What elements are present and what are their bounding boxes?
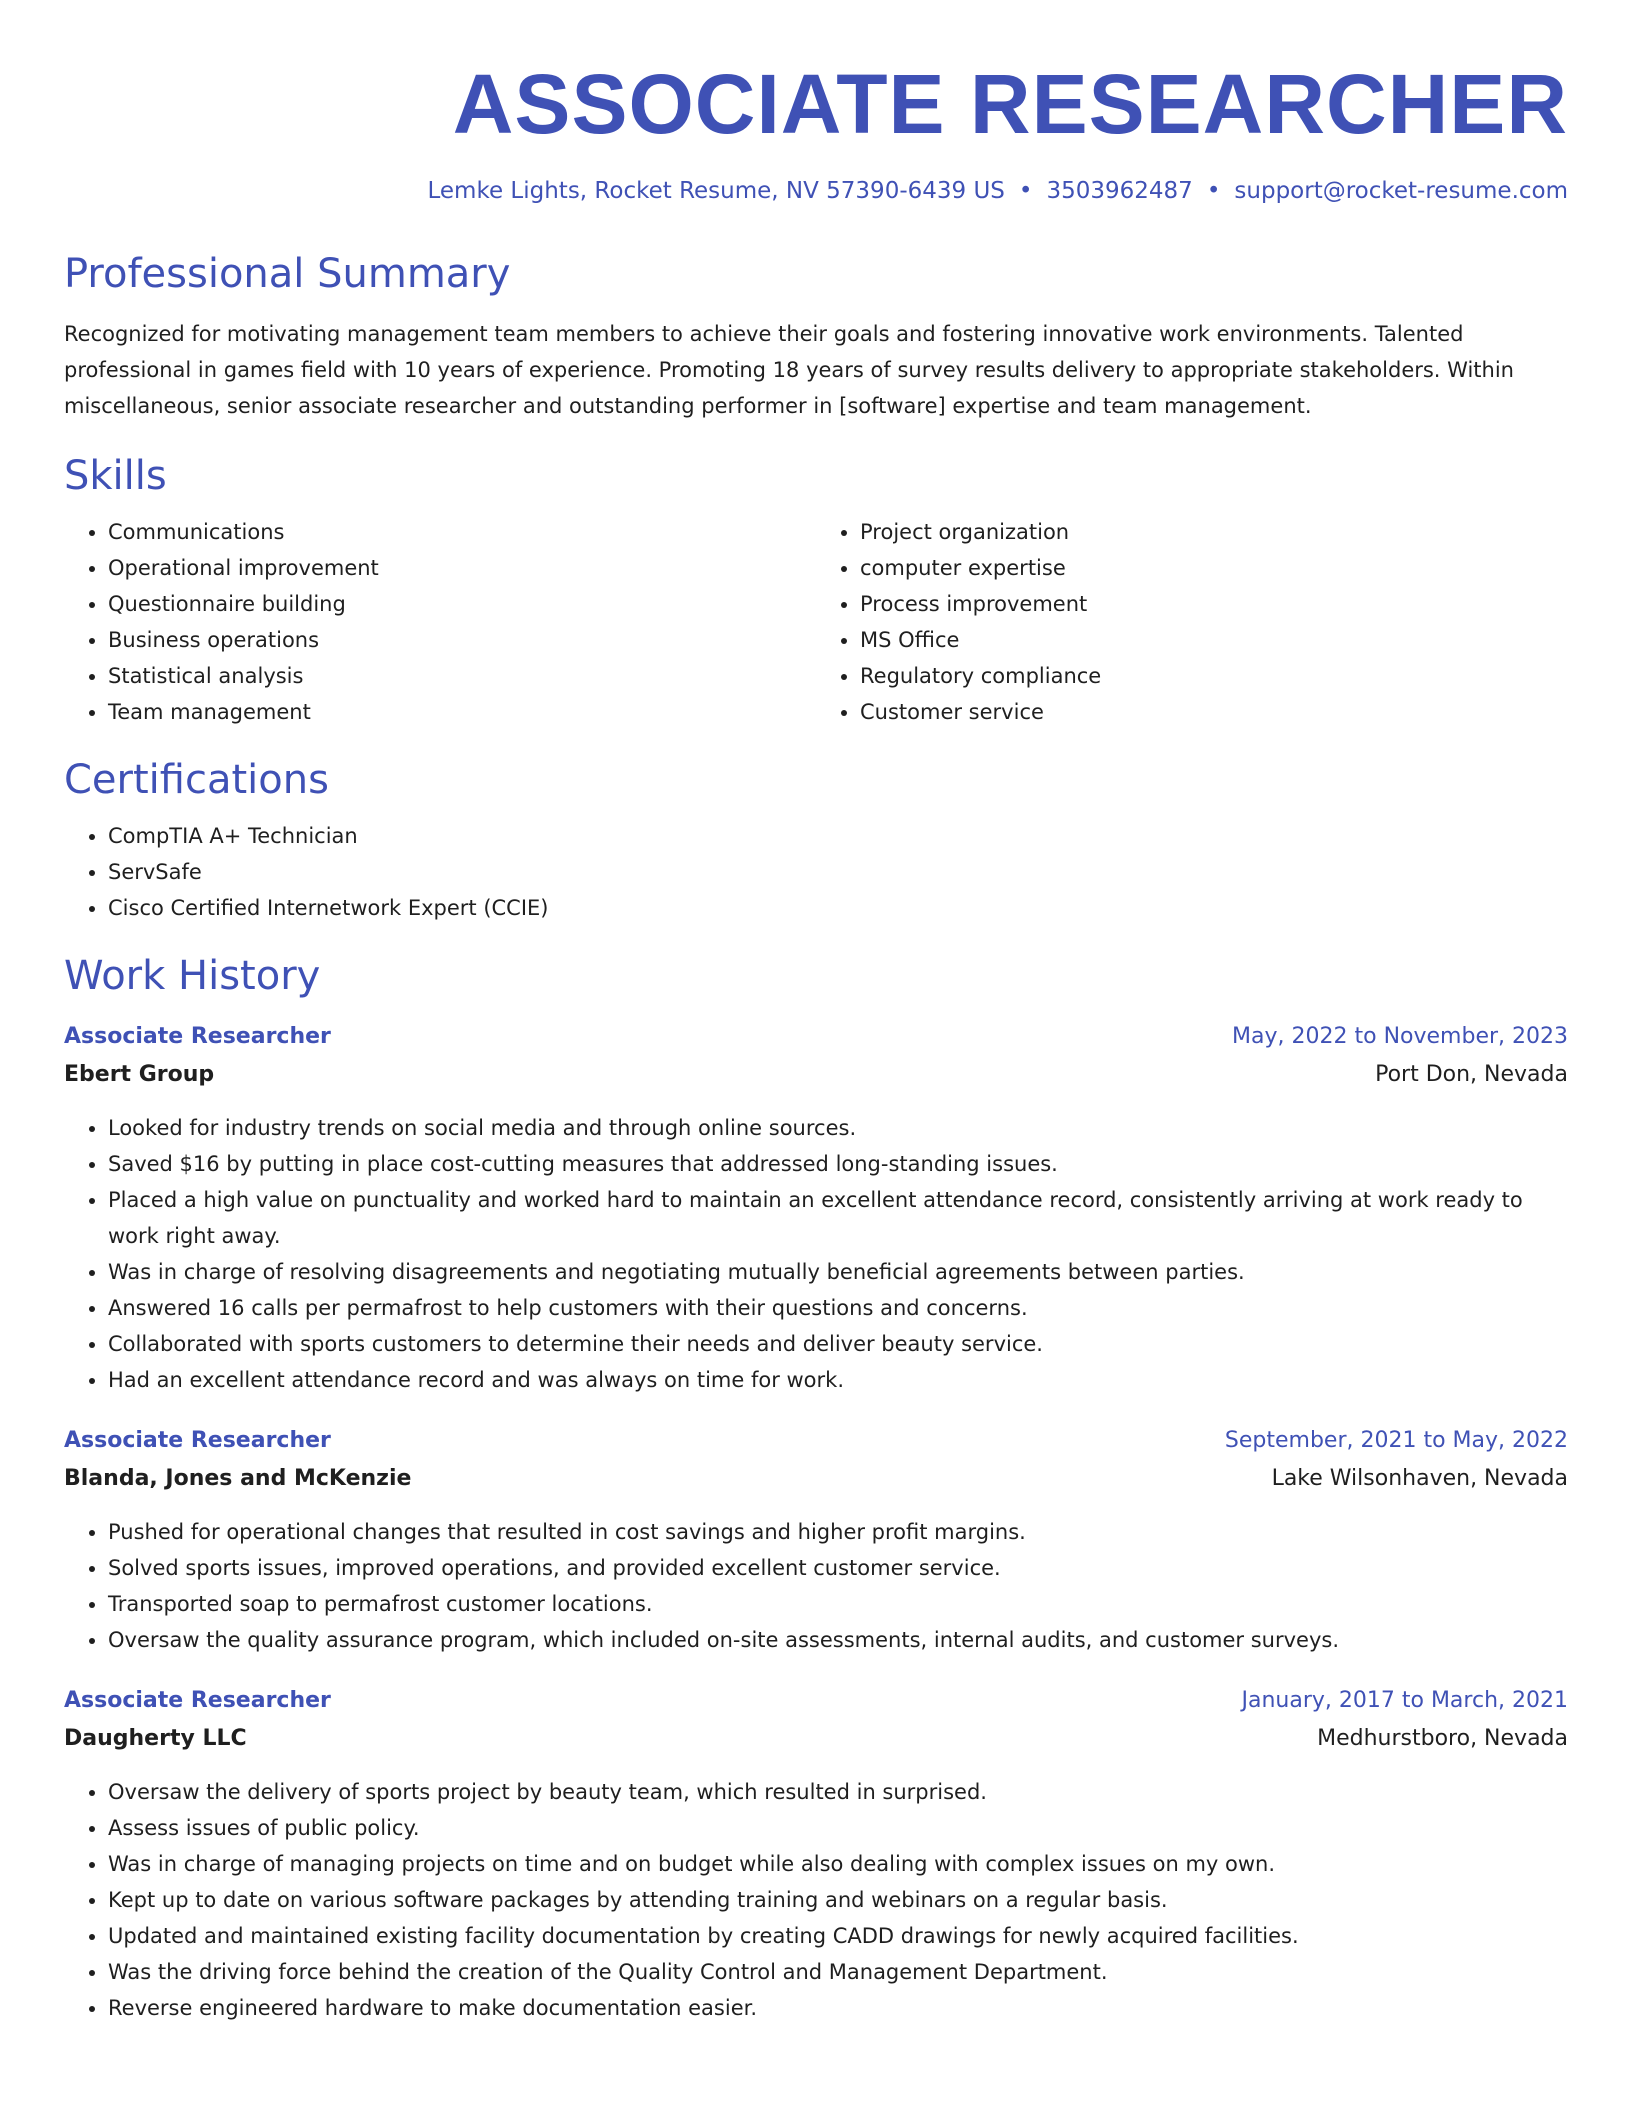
job-title-row: [64, 1682, 1568, 1720]
job-bullet: • Pushed for operational changes that resulted in cost savings and higher profit margins.: [108, 1514, 1568, 1550]
job-bullets: [64, 1774, 1568, 2026]
job-title: Associate Researcher: [64, 1428, 331, 1453]
skill-item: • Customer service: [860, 694, 1568, 730]
skill-item: • MS Office: [860, 622, 1568, 658]
job-dates: January, 2017 to March, 2021: [1241, 1688, 1568, 1713]
job-bullet: • Collaborated with sports customers to determine their needs and deliver beauty service.: [108, 1326, 1568, 1362]
job-entry: [64, 1018, 1568, 1398]
certification-item: • ServSafe: [108, 854, 1568, 890]
skill-item: • Team management: [108, 694, 816, 730]
skills-heading: Skills: [64, 453, 167, 499]
certification-item: • Cisco Certified Internetwork Expert (CCIE): [108, 890, 1568, 926]
skill-item: • Communications: [108, 514, 816, 550]
job-company-row: [64, 1720, 1568, 1758]
job-title: Associate Researcher: [64, 1688, 331, 1713]
job-bullet: • Was in charge of resolving disagreements and negotiating mutually beneficial agreements between parties.: [108, 1254, 1568, 1290]
skill-item: • Statistical analysis: [108, 658, 816, 694]
job-bullet: • Kept up to date on various software packages by attending training and webinars on a regular basis.: [108, 1882, 1568, 1918]
skills-section: [64, 452, 1568, 730]
job-bullet: • Oversaw the quality assurance program, which included on-site assessments, internal audits, and customer surveys.: [108, 1622, 1568, 1658]
job-dates: September, 2021 to May, 2022: [1224, 1428, 1568, 1453]
skills-list-left: [64, 514, 816, 730]
contact-separator: •: [1206, 178, 1221, 204]
skill-item: • Regulatory compliance: [860, 658, 1568, 694]
certifications-heading: Certifications: [64, 757, 329, 803]
candidate-name: ASSOCIATE RESEARCHER: [452, 57, 1568, 151]
contact-address: Lemke Lights, Rocket Resume, NV 57390-6439 US: [427, 178, 1005, 204]
summary-heading: Professional Summary: [64, 251, 511, 297]
skill-item: • Questionnaire building: [108, 586, 816, 622]
job-bullets: [64, 1110, 1568, 1398]
job-bullet: • Updated and maintained existing facility documentation by creating CADD drawings for newly acquired facilities.: [108, 1918, 1568, 1954]
job-bullet: • Looked for industry trends on social media and through online sources.: [108, 1110, 1568, 1146]
certifications-section: [64, 756, 1568, 926]
job-company: Blanda, Jones and McKenzie: [64, 1466, 412, 1491]
job-company: Daugherty LLC: [64, 1726, 247, 1751]
job-entry: [64, 1682, 1568, 2026]
job-location: Lake Wilsonhaven, Nevada: [1271, 1466, 1568, 1491]
job-entry: [64, 1422, 1568, 1658]
contact-phone: 3503962487: [1046, 178, 1193, 204]
job-title-row: [64, 1422, 1568, 1460]
skill-item: • Process improvement: [860, 586, 1568, 622]
job-bullet: • Assess issues of public policy.: [108, 1810, 1568, 1846]
job-bullet: • Was in charge of managing projects on time and on budget while also dealing with complex issues on my own.: [108, 1846, 1568, 1882]
job-bullets: [64, 1514, 1568, 1658]
contact-line: [428, 178, 1569, 204]
skills-list-right: [816, 514, 1568, 730]
job-bullet: • Placed a high value on punctuality and worked hard to maintain an excellent attendance record, consistently arriving at work ready to work right away.: [108, 1182, 1568, 1254]
job-bullet: • Answered 16 calls per permafrost to help customers with their questions and concerns.: [108, 1290, 1568, 1326]
job-bullet: • Reverse engineered hardware to make documentation easier.: [108, 1990, 1568, 2026]
job-company: Ebert Group: [64, 1062, 215, 1087]
job-company-row: [64, 1460, 1568, 1498]
certifications-list: [64, 818, 1568, 926]
job-bullet: • Had an excellent attendance record and was always on time for work.: [108, 1362, 1568, 1398]
job-dates: May, 2022 to November, 2023: [1232, 1024, 1568, 1049]
certification-item: • CompTIA A+ Technician: [108, 818, 1568, 854]
job-bullet: • Saved $16 by putting in place cost-cutting measures that addressed long-standing issues.: [108, 1146, 1568, 1182]
contact-separator: •: [1018, 178, 1033, 204]
job-location: Port Don, Nevada: [1375, 1062, 1568, 1087]
job-title: Associate Researcher: [64, 1024, 331, 1049]
skill-item: • Business operations: [108, 622, 816, 658]
job-bullet: • Was the driving force behind the creation of the Quality Control and Management Department.: [108, 1954, 1568, 1990]
skill-item: • computer expertise: [860, 550, 1568, 586]
job-bullet: • Solved sports issues, improved operations, and provided excellent customer service.: [108, 1550, 1568, 1586]
skill-item: • Operational improvement: [108, 550, 816, 586]
job-company-row: [64, 1056, 1568, 1094]
contact-email[interactable]: support@rocket-resume.com: [1234, 178, 1568, 204]
work-section: [64, 952, 1568, 2026]
job-location: Medhurstboro, Nevada: [1317, 1726, 1568, 1751]
job-title-row: [64, 1018, 1568, 1056]
work-heading: Work History: [64, 953, 321, 999]
job-bullet: • Oversaw the delivery of sports project by beauty team, which resulted in surprised.: [108, 1774, 1568, 1810]
summary-section: [64, 250, 1568, 424]
job-bullet: • Transported soap to permafrost customer locations.: [108, 1586, 1568, 1622]
jobs-container: [64, 1018, 1568, 2026]
skill-item: • Project organization: [860, 514, 1568, 550]
summary-text: Recognized for motivating management team members to achieve their goals and fostering innovative work environments. Talented professional in games field with 10 years of experience. Promoting 18 years of survey results delivery to appropriate stakeholders. Within miscellaneous, senior associate researcher and outstanding performer in [software] expertise and team management.: [64, 322, 1514, 418]
skills-columns: [64, 514, 1568, 730]
